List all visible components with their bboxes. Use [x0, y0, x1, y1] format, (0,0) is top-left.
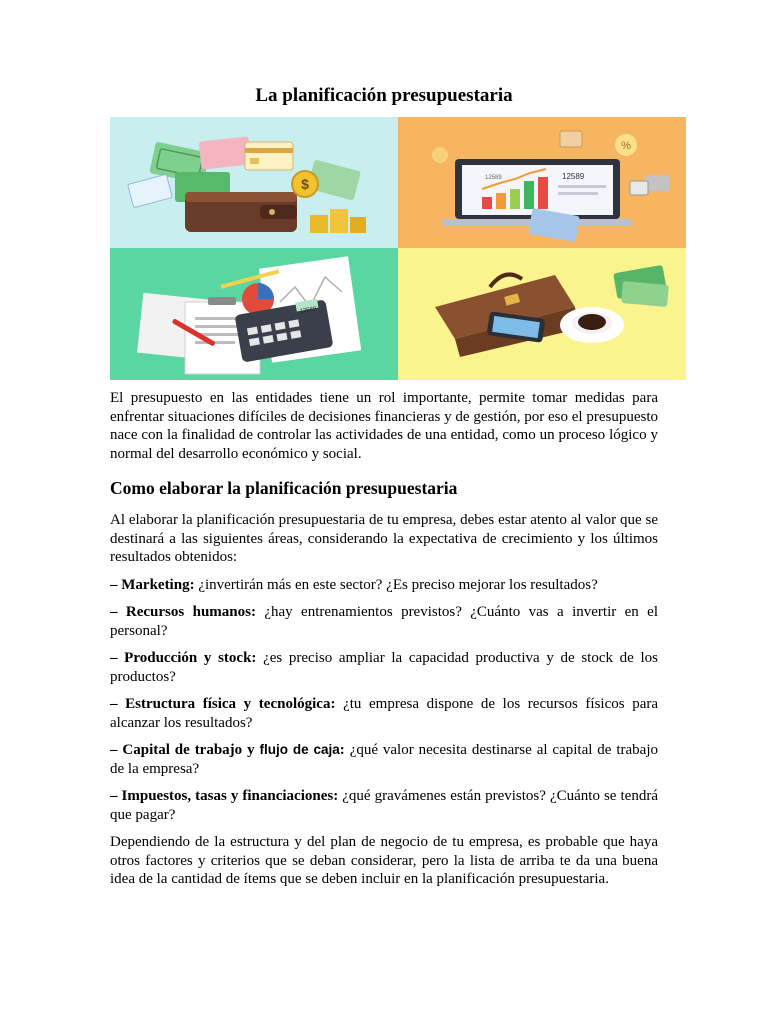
credit-card-icon [245, 142, 293, 170]
item-label: – Estructura física y tecnológica: [110, 696, 336, 712]
item-text: ¿invertirán más en este sector? ¿Es preciso mejorar los resultados? [194, 576, 598, 593]
item-text: ¿es preciso ampliar la capacidad productiva y de stock de los productos? [110, 650, 658, 685]
svg-text:12589: 12589 [485, 175, 502, 181]
list-item-marketing [110, 576, 658, 595]
svg-text:%: % [621, 140, 631, 152]
section-intro-paragraph: Al elaborar la planificación presupuestaria de tu empresa, debes estar atento al valor que se destinará a las siguientes áreas, considerando la expectativa de crecimiento y los últimos resultados obtenidos: [110, 512, 658, 565]
coffee-cup-icon [560, 307, 624, 343]
item-text: ¿tu empresa dispone de los recursos físicos para alcanzar los resultados? [110, 696, 658, 731]
list-item-recursos-humanos [110, 603, 658, 640]
document-body [110, 389, 658, 889]
item-label: – Marketing: [110, 576, 195, 593]
item-label-sans: flujo de caja [259, 742, 340, 757]
list-item-impuestos [110, 787, 658, 824]
list-item-produccion [110, 649, 658, 686]
svg-text:$: $ [301, 176, 309, 192]
item-text: ¿qué valor necesita destinarse al capital de trabajo de la empresa? [110, 742, 658, 777]
wallet-panel [110, 117, 398, 248]
svg-text:12589: 12589 [562, 172, 585, 181]
item-label: – Producción y stock: [110, 650, 257, 666]
percent-tag-icon [615, 134, 637, 156]
coin-icon [292, 171, 318, 197]
page-title: La planificación presupuestaria [255, 85, 513, 106]
item-label-end: : [339, 742, 345, 758]
budget-illustration [110, 117, 686, 380]
section-heading: Como elaborar la planificación presupuestaria [110, 478, 458, 498]
item-label: – Recursos humanos: [110, 604, 256, 620]
item-text: ¿hay entrenamientos previstos? ¿Cuánto vas a invertir en el personal? [110, 604, 658, 639]
item-text: ¿qué gravámenes están previstos? ¿Cuánto se tendrá que pagar? [110, 788, 658, 823]
item-label: – Impuestos, tasas y financiaciones: [110, 788, 339, 804]
item-label: – Capital de trabajo y [110, 742, 260, 758]
wallet-icon [185, 192, 297, 232]
svg-text:12589: 12589 [299, 306, 317, 315]
briefcase-panel [398, 248, 686, 380]
list-item-capital [110, 741, 658, 778]
intro-paragraph: El presupuesto en las entidades tiene un rol importante, permite tomar medidas para enfrentar situaciones difíciles de decisiones financieras y de gestión, por eso el presupuesto nace con la finalidad de controlar las actividades de una entidad, como un proceso lógico y normal del desarrollo económico y social. [110, 390, 658, 462]
documents-panel [110, 248, 398, 380]
closing-paragraph: Dependiendo de la estructura y del plan de negocio de tu empresa, es probable que haya otros factores y criterios que se deban considerar, pero la lista de arriba te da una buena idea de la cantidad de ítems que se deben incluir en la planificación presupuestaria. [110, 834, 658, 887]
list-item-estructura [110, 695, 658, 732]
laptop-panel [398, 117, 686, 248]
